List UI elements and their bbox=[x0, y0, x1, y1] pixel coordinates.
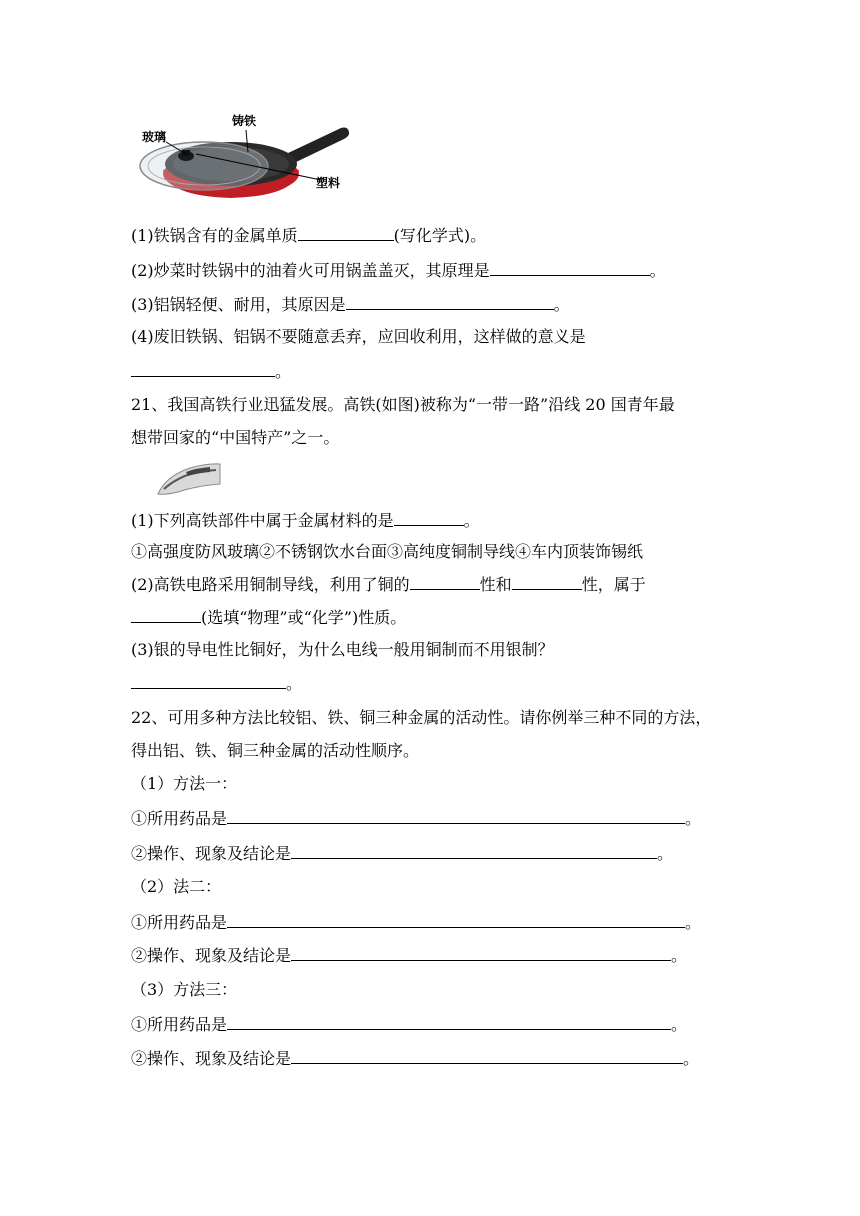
q21-part2-cont: (选填“物理”或“化学”)性质。 bbox=[131, 607, 406, 628]
answer-blank[interactable] bbox=[227, 912, 685, 928]
answer-blank[interactable] bbox=[291, 843, 657, 859]
q21-part2: (2)高铁电路采用铜制导线，利用了铜的 性和 性，属于 bbox=[131, 575, 646, 594]
q21-part3: (3)银的导电性比铜好，为什么电线一般用铜制而不用银制？ bbox=[131, 640, 554, 659]
q20-part4-blank: 。 bbox=[131, 361, 291, 382]
q22-stem-line1: 22、可用多种方法比较铝、铁、铜三种金属的活动性。请你例举三种不同的方法， bbox=[131, 708, 712, 727]
q22-method2-procedure: ②操作、现象及结论是 。 bbox=[131, 946, 688, 965]
answer-blank[interactable] bbox=[298, 225, 394, 241]
label-plastic: 塑料 bbox=[316, 176, 341, 190]
frying-pan-figure bbox=[136, 112, 356, 202]
answer-blank[interactable] bbox=[227, 808, 685, 824]
answer-blank[interactable] bbox=[410, 574, 480, 590]
q22-method3-reagents: ①所用药品是 。 bbox=[131, 1015, 688, 1034]
answer-blank[interactable] bbox=[131, 673, 286, 689]
q22-method1-reagents: ①所用药品是 。 bbox=[131, 809, 702, 828]
q22-method3-title: （3）方法三： bbox=[131, 980, 238, 999]
q22-method1-title: （1）方法一： bbox=[131, 774, 238, 793]
q22-stem-line2: 得出铝、铁、铜三种金属的活动性顺序。 bbox=[131, 741, 420, 760]
q20-part4: (4)废旧铁锅、铝锅不要随意丢弃，应回收利用，这样做的意义是 bbox=[131, 327, 586, 346]
q21-part1: (1)下列高铁部件中属于金属材料的是 。 bbox=[131, 511, 480, 530]
q20-part2: (2)炒菜时铁锅中的油着火可用锅盖盖灭，其原理是 。 bbox=[131, 261, 666, 280]
label-cast-iron: 铸铁 bbox=[232, 114, 257, 128]
q21-part3-blank: 。 bbox=[131, 673, 302, 694]
answer-blank[interactable] bbox=[131, 607, 201, 623]
q22-method3-procedure: ②操作、现象及结论是 。 bbox=[131, 1049, 700, 1068]
q22-method2-title: （2）法二： bbox=[131, 877, 222, 896]
answer-blank[interactable] bbox=[131, 361, 275, 377]
q20-part3: (3)铝锅轻便、耐用，其原因是 。 bbox=[131, 295, 570, 314]
answer-blank[interactable] bbox=[291, 1048, 683, 1064]
answer-blank[interactable] bbox=[394, 510, 464, 526]
q20-part1: (1)铁锅含有的金属单质 (写化学式)。 bbox=[131, 226, 487, 245]
q21-stem-line2: 想带回家的“中国特产”之一。 bbox=[131, 428, 340, 447]
q21-options: ①高强度防风玻璃②不锈钢饮水台面③高纯度铜制导线④车内顶装饰锡纸 bbox=[131, 542, 644, 561]
high-speed-train-image bbox=[156, 462, 222, 496]
answer-blank[interactable] bbox=[227, 1014, 671, 1030]
q21-stem-line1: 21、我国高铁行业迅猛发展。高铁(如图)被称为“一带一路”沿线 20 国青年最 bbox=[131, 395, 675, 414]
high-speed-train-figure bbox=[156, 462, 222, 496]
label-glass: 玻璃 bbox=[142, 130, 167, 144]
q22-method1-procedure: ②操作、现象及结论是 。 bbox=[131, 844, 674, 863]
answer-blank[interactable] bbox=[512, 574, 582, 590]
answer-blank[interactable] bbox=[490, 260, 650, 276]
answer-blank[interactable] bbox=[291, 945, 671, 961]
q22-method2-reagents: ①所用药品是 。 bbox=[131, 913, 702, 932]
answer-blank[interactable] bbox=[346, 294, 554, 310]
